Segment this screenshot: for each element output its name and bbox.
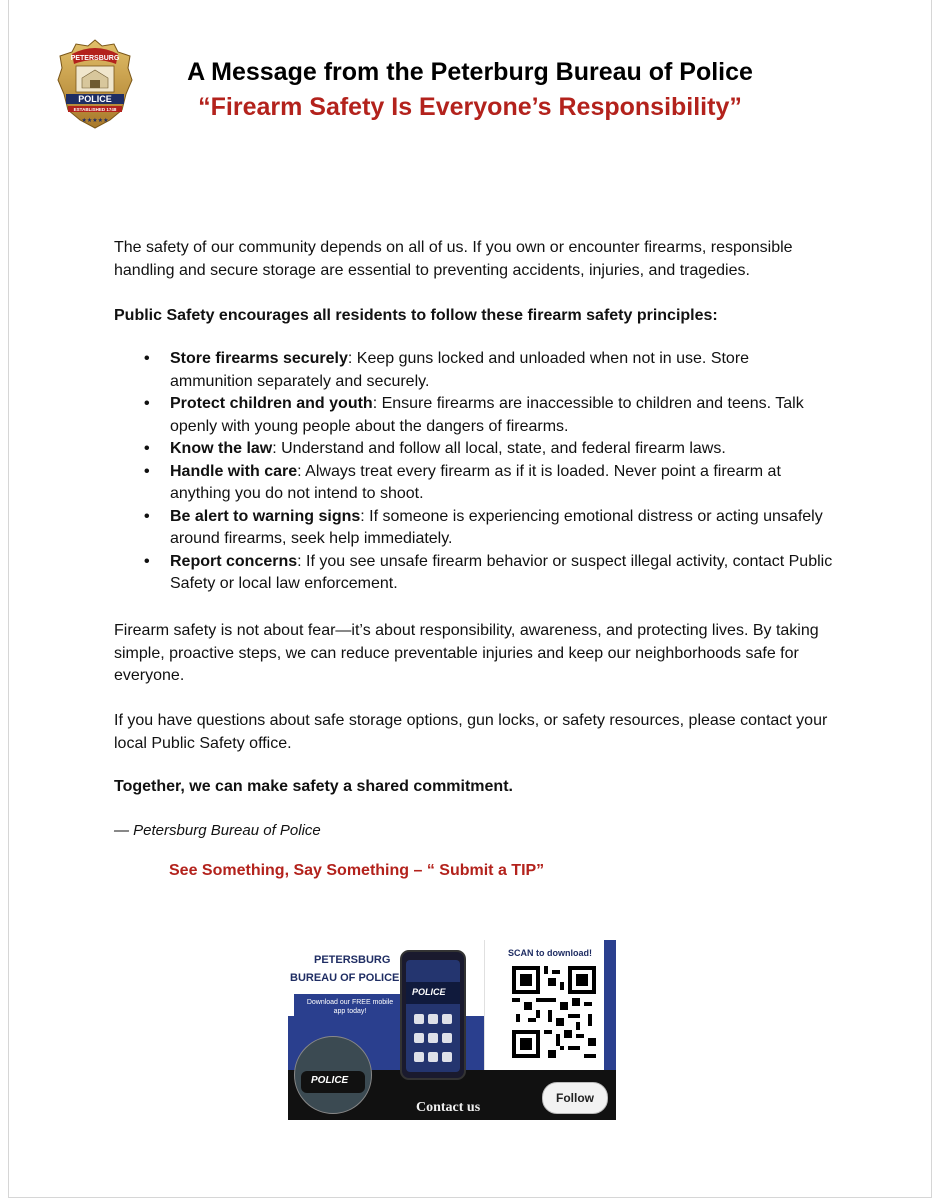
app-tile-icon — [428, 1052, 438, 1062]
scan-label: SCAN to download! — [508, 948, 592, 958]
principle-text: : Ensure firearms are inaccessible to children and teens. Talk openly with young people about the dangers of firearms. — [170, 395, 804, 435]
phone-banner — [406, 982, 460, 1004]
contact-us-label[interactable]: Contact us — [416, 1100, 481, 1115]
app-tile-icon — [414, 1014, 424, 1024]
phone-banner-text: POLICE — [412, 987, 446, 997]
app-tile-icon — [442, 1014, 452, 1024]
signature: — Petersburg Bureau of Police — [114, 822, 321, 839]
qr-code-icon[interactable] — [512, 966, 596, 1058]
bullet-icon: • — [144, 350, 150, 367]
svg-text:ESTABLISHED 1748: ESTABLISHED 1748 — [73, 107, 117, 112]
app-tile-icon — [428, 1014, 438, 1024]
bullet-icon: • — [144, 440, 150, 457]
svg-text:PETERSBURG: PETERSBURG — [70, 55, 120, 62]
closing-paragraph: Firearm safety is not about fear—it’s about responsibility, awareness, and protecting lives. By taking simple, proactive steps, we can reduce preventable injuries and keep our neighborhoods safe for everyone. — [114, 622, 819, 684]
app-promo-image[interactable] — [288, 940, 616, 1120]
police-badge-logo — [56, 38, 134, 130]
principle-term: Report concerns — [170, 552, 298, 570]
app-tile-icon — [442, 1033, 452, 1043]
bullet-icon: • — [144, 507, 150, 525]
principle-term: Store firearms securely — [170, 350, 348, 367]
bullet-icon: • — [144, 395, 150, 412]
list-item — [114, 393, 834, 438]
phone-screen — [406, 960, 460, 1072]
principle-text: : Keep guns locked and unloaded when not in use. Store ammunition separately and securely. — [170, 350, 750, 390]
page-title: A Message from the Peterburg Bureau of Police — [187, 58, 753, 86]
list-item — [114, 348, 834, 393]
phone-icon — [400, 950, 466, 1080]
contact-paragraph: If you have questions about safe storage options, gun locks, or safety resources, please contact your local Public Safety office. — [114, 712, 828, 752]
list-item — [114, 438, 834, 461]
promo-download-text: Download our FREE mobile app today! — [306, 999, 394, 1015]
svg-text:★★★★★: ★★★★★ — [81, 117, 109, 124]
promo-brand-line2: BUREAU OF POLICE — [290, 972, 400, 984]
principle-text: : If someone is experiencing emotional distress or acting unsafely around firearms, seek help immediately. — [170, 507, 823, 547]
app-tile-icon — [414, 1052, 424, 1062]
follow-button[interactable]: Follow — [542, 1082, 608, 1114]
principle-term: Handle with care — [170, 462, 298, 480]
app-tile-icon — [442, 1052, 452, 1062]
submit-tip-link[interactable]: See Something, Say Something – “ Submit a TIP” — [169, 862, 545, 879]
principle-term: Know the law — [170, 440, 273, 457]
list-item — [114, 551, 834, 596]
police-car-icon — [301, 1071, 365, 1093]
svg-text:POLICE: POLICE — [78, 94, 112, 104]
principle-text: : Always treat every firearm as if it is loaded. Never point a firearm at anything you do not intend to shoot. — [170, 462, 781, 502]
bullet-icon: • — [144, 462, 150, 480]
car-text: POLICE — [311, 1075, 349, 1086]
promo-edge-stripe — [604, 940, 616, 1070]
app-tile-icon — [428, 1033, 438, 1043]
bullet-icon: • — [144, 552, 150, 570]
intro-paragraph: The safety of our community depends on all of us. If you own or encounter firearms, responsible handling and secure storage are essential to preventing accidents, injuries, and tragedies. — [114, 239, 793, 279]
principles-list — [114, 348, 834, 596]
page-subtitle: “Firearm Safety Is Everyone’s Responsibility” — [198, 93, 742, 121]
principle-term: Be alert to warning signs — [170, 507, 361, 525]
list-item — [114, 461, 834, 506]
principle-text: : If you see unsafe firearm behavior or suspect illegal activity, contact Public Safety or local law enforcement. — [170, 552, 833, 592]
commitment-statement: Together, we can make safety a shared commitment. — [114, 778, 513, 795]
app-tiles — [412, 1012, 456, 1069]
list-item — [114, 506, 834, 551]
police-car-photo — [294, 1036, 372, 1114]
promo-brand-line1: PETERSBURG — [314, 954, 391, 966]
principle-term: Protect children and youth — [170, 395, 373, 412]
principle-text: : Understand and follow all local, state, and federal firearm laws. — [272, 440, 726, 457]
app-tile-icon — [414, 1033, 424, 1043]
principles-heading: Public Safety encourages all residents to follow these firearm safety principles: — [114, 307, 718, 324]
